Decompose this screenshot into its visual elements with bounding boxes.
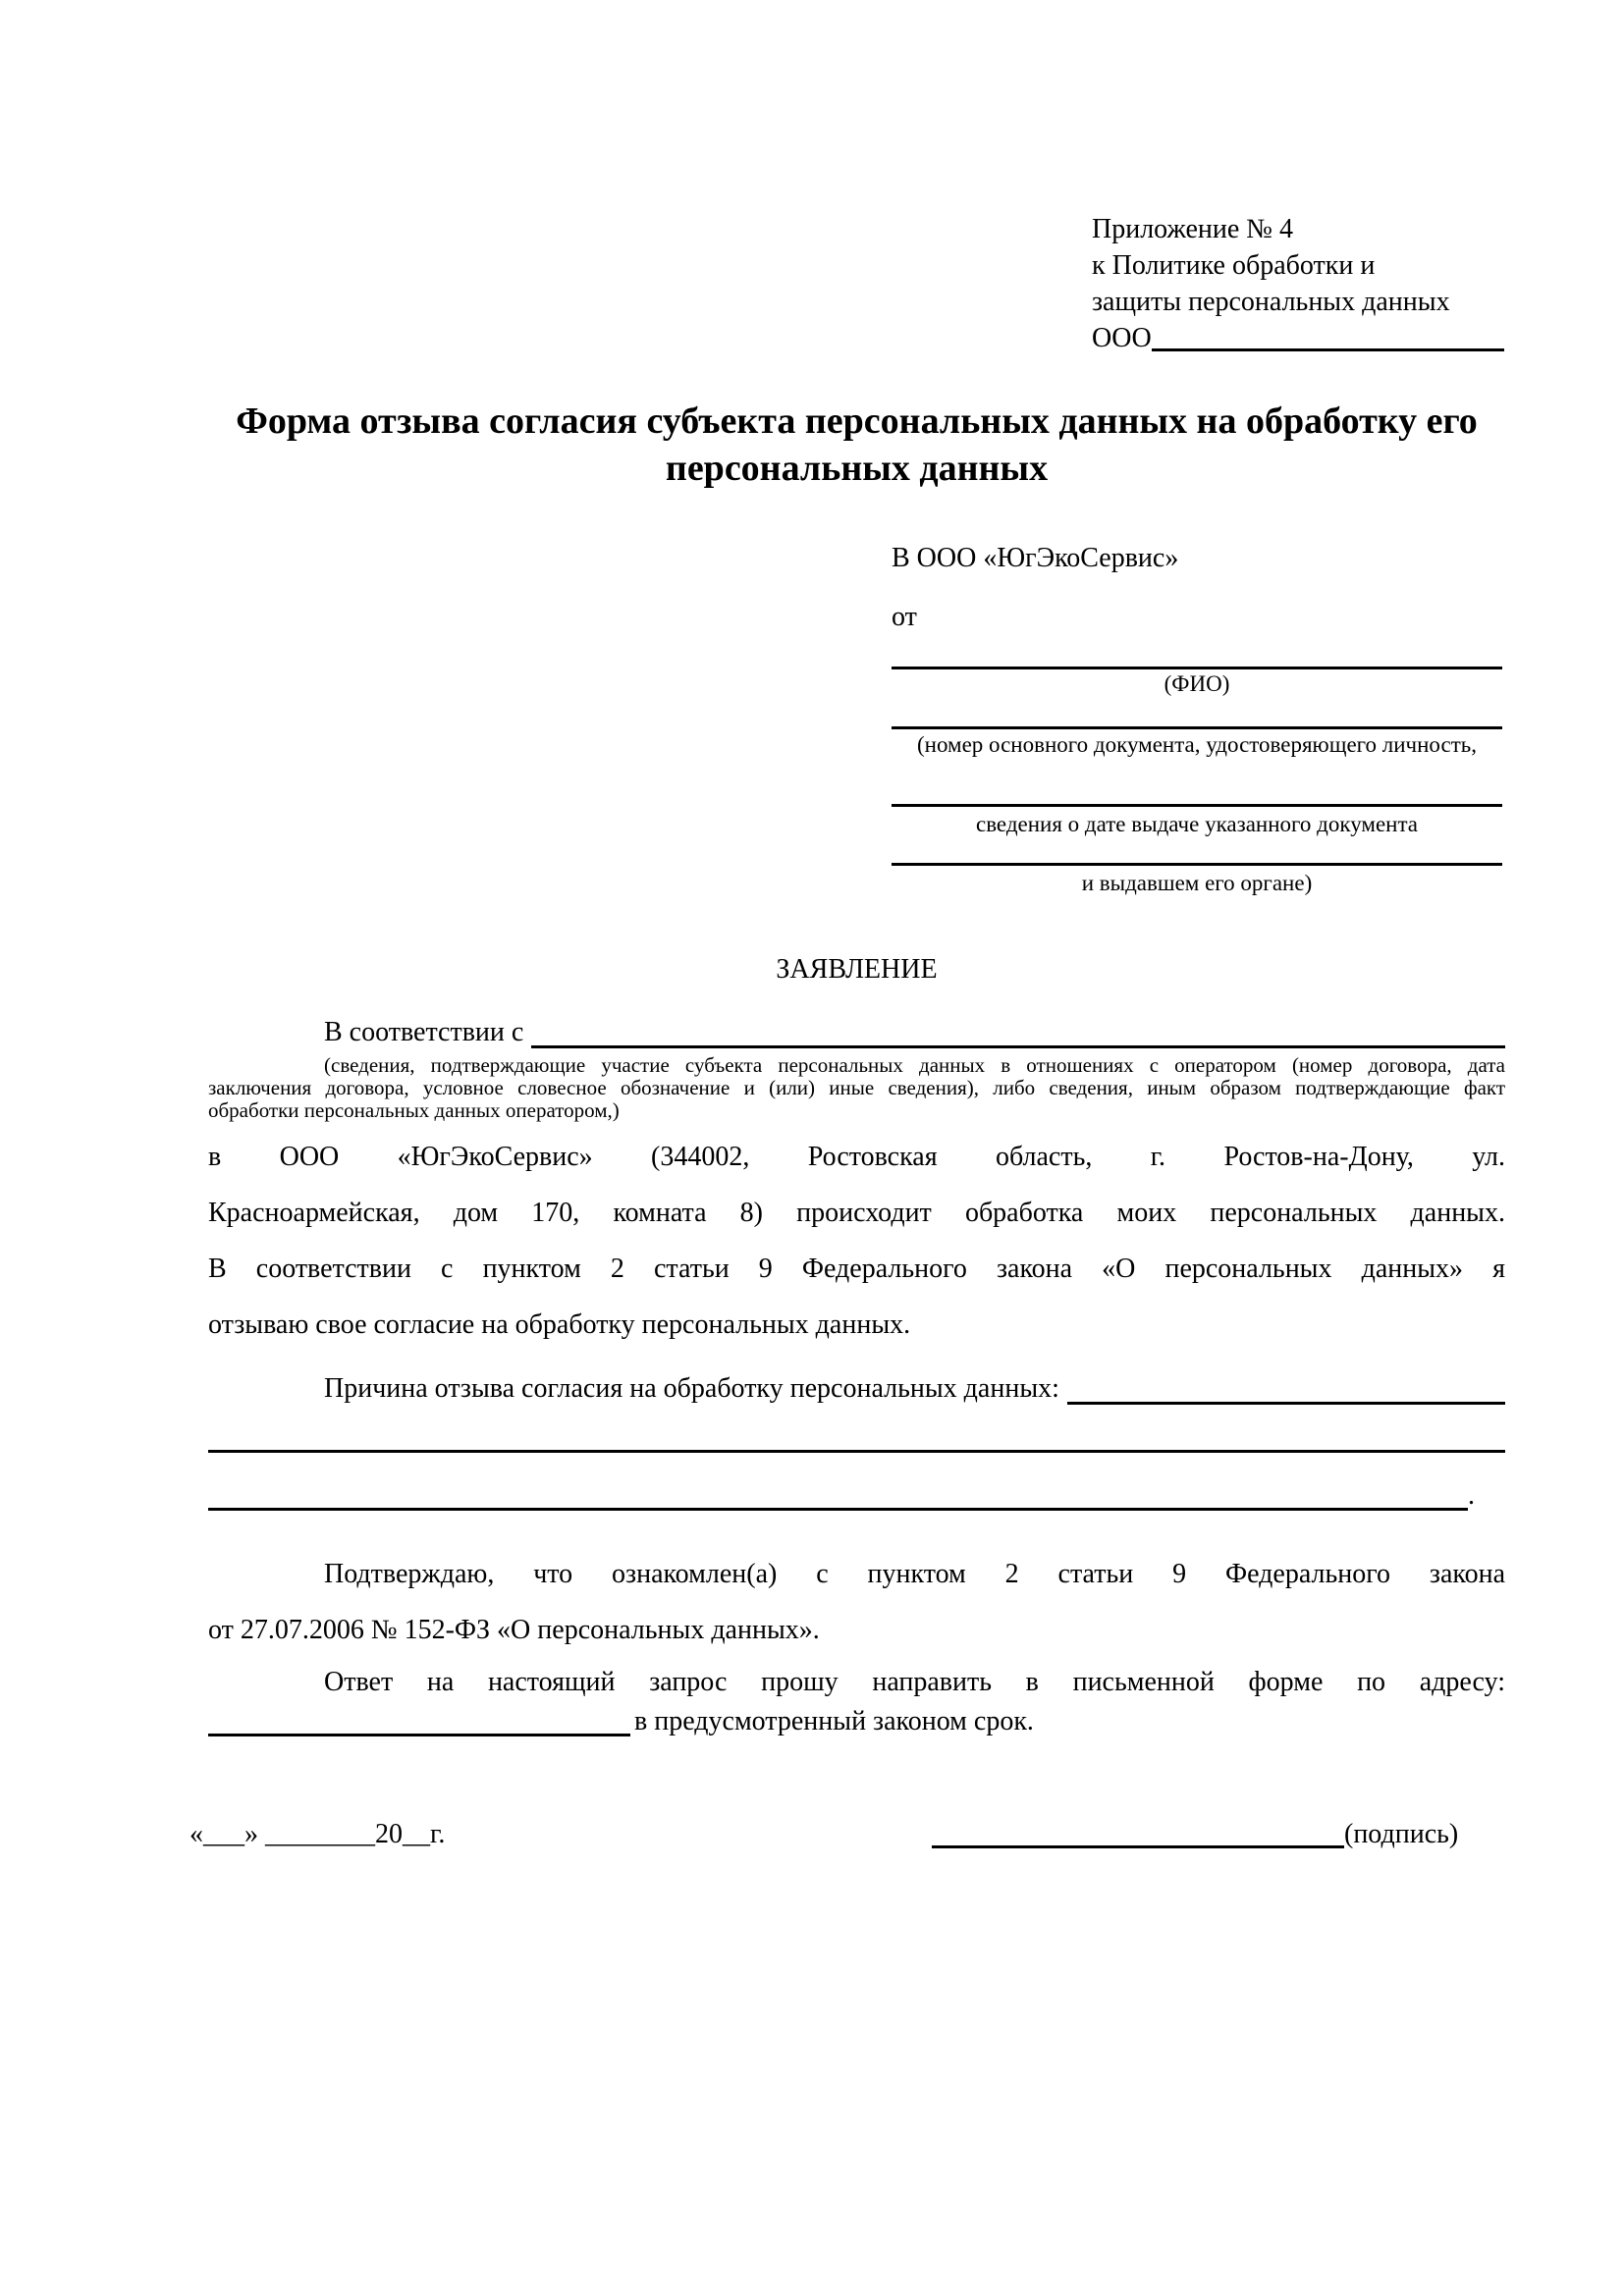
basis-fine-print [208, 1054, 1505, 1122]
reply-request [208, 1654, 1505, 1710]
reply-deadline-text: в предусмотренный законом срок. [634, 1706, 1034, 1736]
issued-by-blank-line[interactable] [892, 863, 1502, 866]
signature-caption: (подпись) [1344, 1819, 1459, 1849]
addressee-org: В ООО «ЮгЭкоСервис» [892, 543, 1179, 573]
reason-blank-line-2[interactable] [208, 1450, 1505, 1453]
appendix-note [1092, 211, 1504, 356]
reason-line [208, 1370, 1505, 1408]
form-title: Форма отзыва согласия субъекта персональных данных на обработку его персональных данных [236, 400, 1478, 489]
statement-body [208, 1129, 1505, 1353]
appendix-ooo-line [1092, 320, 1504, 356]
fio-caption: (ФИО) [1164, 671, 1230, 696]
doc-number-blank-line[interactable] [892, 726, 1502, 729]
statement-body-line: Красноармейская, дом 170, комната 8) происходит обработка моих персональных данных. [208, 1198, 1505, 1228]
fine-print-line: заключения договора, условное словесное обозначение и (или) иные сведения), либо сведения, иным образом подтверждающие факт [208, 1076, 1505, 1099]
reason-period: . [1468, 1480, 1475, 1511]
reason-blank-line-3[interactable] [208, 1508, 1468, 1511]
basis-prefix: В соответствии с [324, 1017, 524, 1047]
ooo-label: ООО [1092, 323, 1152, 353]
statement-body-line: В соответствии с пунктом 2 статьи 9 Федерального закона «О персональных данных» я [208, 1254, 1505, 1284]
reply-deadline-row [208, 1704, 1505, 1739]
appendix-line-2: к Политике обработки и [1092, 250, 1376, 281]
date-blank[interactable]: «___» ________20__г. [189, 1819, 446, 1849]
reason-blank-row-3 [208, 1478, 1505, 1514]
addressee-from-label: от [892, 602, 917, 632]
appendix-line-3: защиты персональных данных [1092, 287, 1450, 317]
issued-by-caption: и выдавшем его органе) [1081, 871, 1313, 895]
doc-date-blank-line[interactable] [892, 804, 1502, 807]
reply-address-blank-line[interactable] [208, 1734, 630, 1736]
reason-blank-line-1[interactable] [1067, 1402, 1505, 1405]
signature-row [932, 1818, 1458, 1851]
reason-label: Причина отзыва согласия на обработку персональных данных: [324, 1373, 1059, 1404]
statement-body-line: отзываю свое согласие на обработку персональных данных. [208, 1309, 911, 1340]
signature-blank-line[interactable] [932, 1845, 1344, 1848]
ooo-blank-line[interactable] [1152, 348, 1504, 351]
fio-blank-line[interactable] [892, 667, 1502, 669]
reply-request-line: Ответ на настоящий запрос прошу направить в письменной форме по адресу: [324, 1667, 1505, 1697]
confirm-line: Подтверждаю, что ознакомлен(а) с пунктом 2 статьи 9 Федерального закона [324, 1559, 1505, 1589]
doc-number-caption: (номер основного документа, удостоверяющего личность, [916, 732, 1477, 757]
appendix-line-1: Приложение № 4 [1092, 214, 1293, 244]
confirm-line: от 27.07.2006 № 152-ФЗ «О персональных данных». [208, 1615, 820, 1645]
fine-print-line: (сведения, подтверждающие участие субъекта персональных данных в отношениях с оператором (номер договора, дата [324, 1053, 1505, 1077]
confirm-paragraph [208, 1546, 1505, 1658]
doc-date-caption: сведения о дате выдаче указанного документа [975, 812, 1419, 836]
statement-heading: ЗАЯВЛЕНИЕ [776, 954, 938, 985]
basis-line [208, 1014, 1505, 1051]
fine-print-line: обработки персональных данных оператором,) [208, 1098, 620, 1122]
statement-body-line: в ООО «ЮгЭкоСервис» (344002, Ростовская область, г. Ростов-на-Дону, ул. [208, 1142, 1505, 1172]
basis-blank-line[interactable] [531, 1045, 1505, 1048]
